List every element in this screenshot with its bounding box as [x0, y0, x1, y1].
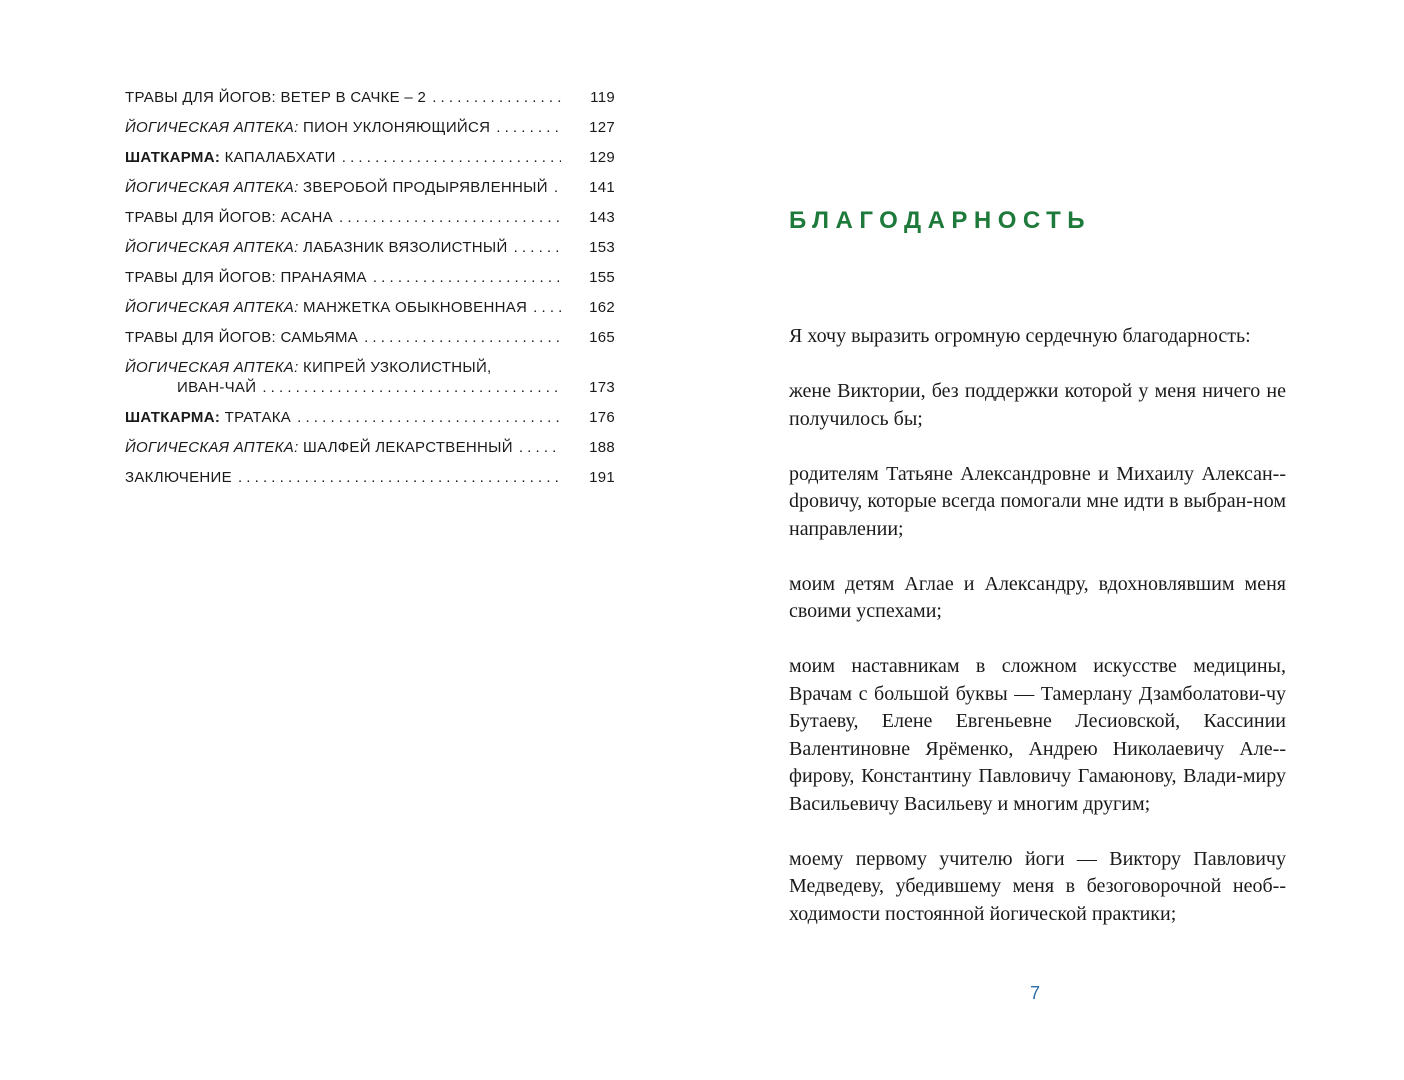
toc-entry-title	[125, 328, 358, 348]
toc-entry-title-part: ТРАВЫ ДЛЯ ЙОГОВ: АСАНА	[125, 209, 333, 226]
toc-entry	[125, 298, 615, 318]
toc-entry-title-part: ТРАВЫ ДЛЯ ЙОГОВ: ПРАНАЯМА	[125, 269, 367, 286]
toc-leader-dots	[364, 328, 561, 348]
toc-page-number: 129	[589, 149, 615, 166]
toc-entry	[125, 408, 615, 428]
toc-leader-dots	[238, 468, 561, 488]
toc-entry-title	[125, 178, 548, 198]
paragraph: моим наставникам в сложном искусстве медицины, Врачам с большой буквы — Тамерлану Дзамболатови-чу Бутаеву, Елене Евгеньевне Лесиовской, Кассинии Валентиновне Ярёменко, Андрею Николаевичу Але-фирову, Константину Павловичу Гамаюнову, Влади-миру Васильевичу Васильеву и многим другим;	[789, 655, 1286, 815]
toc-entry	[125, 238, 615, 258]
toc-entry-title-part: ЙОГИЧЕСКАЯ АПТЕКА:	[125, 299, 299, 316]
toc-entry	[125, 438, 615, 458]
toc-entry	[125, 148, 615, 168]
toc-entry-title-part: МАНЖЕТКА ОБЫКНОВЕННАЯ	[298, 299, 528, 316]
toc-entry-title	[125, 438, 513, 458]
paragraph: моему первому учителю йоги — Виктору Павловичу Медведеву, убедившему меня в безоговорочной необ-ходимости постоянной йогической практики;	[789, 847, 1286, 925]
toc-page-number: 155	[589, 269, 615, 286]
toc-page-number: 153	[589, 239, 615, 256]
toc-page-number: 143	[589, 209, 615, 226]
page-number: 7	[1029, 983, 1040, 1003]
toc-leader-dots	[262, 378, 561, 398]
paragraph: жене Виктории, без поддержки которой у меня ничего не получилось бы;	[789, 380, 1286, 430]
toc-page-number: 127	[589, 119, 615, 136]
toc-page-number: 119	[590, 89, 615, 106]
page-heading: БЛАГОДАРНОСТЬ	[789, 207, 1092, 234]
toc-entry-title-part: ЛАБАЗНИК ВЯЗОЛИСТНЫЙ	[298, 239, 508, 256]
toc-entry-title-part: ШАТКАРМА:	[125, 409, 221, 426]
toc-entry-title-part: ТРАВЫ ДЛЯ ЙОГОВ: САМЬЯМА	[125, 329, 359, 346]
toc-leader-dots	[373, 268, 561, 288]
toc-entry-title	[125, 238, 508, 258]
toc-page-number: 141	[589, 179, 615, 196]
toc-entry-title	[125, 268, 367, 288]
paragraph: моим детям Аглае и Александру, вдохновлявшим меня своими успехами;	[789, 572, 1286, 622]
toc-entry	[125, 328, 615, 348]
toc-entry	[125, 118, 615, 138]
toc-entry	[125, 468, 615, 488]
toc-entry-title	[125, 358, 492, 378]
toc-leader-dots	[339, 208, 561, 228]
paragraph: Я хочу выразить огромную сердечную благодарность:	[789, 325, 1251, 347]
toc-entry-title	[125, 208, 333, 228]
toc-leader-dots	[519, 438, 561, 458]
toc-entry-title-part: ПИОН УКЛОНЯЮЩИЙСЯ	[298, 119, 491, 136]
toc-entry-title-part: ЙОГИЧЕСКАЯ АПТЕКА:	[125, 179, 299, 196]
toc-leader-dots	[514, 238, 561, 258]
toc-page-number: 191	[589, 469, 615, 486]
toc-entry-title-part: ЙОГИЧЕСКАЯ АПТЕКА:	[125, 239, 299, 256]
toc-entry-title-part: ТРАТАКА	[220, 409, 292, 426]
toc-entry-title	[125, 468, 232, 488]
toc-entry-title	[125, 88, 426, 108]
toc-leader-dots	[297, 408, 561, 428]
toc-leader-dots	[342, 148, 561, 168]
toc-leader-dots	[533, 298, 561, 318]
toc-entry-title-part: КИПРЕЙ УЗКОЛИСТНЫЙ,	[298, 359, 492, 376]
toc-entry-title	[125, 148, 336, 168]
toc-entry	[125, 358, 615, 398]
toc-entry	[125, 88, 615, 108]
paragraph: родителям Татьяне Александровне и Михаилу Алексан-dровичу, которые всегда помогали мне идти в выбран-ном направлении;	[789, 462, 1286, 540]
toc-page-number: 188	[589, 439, 615, 456]
toc-entry-title-part: КАПАЛАБХАТИ	[220, 149, 336, 166]
toc-leader-dots	[496, 118, 561, 138]
toc-entry-title-part: ЗВЕРОБОЙ ПРОДЫРЯВЛЕННЫЙ	[298, 179, 548, 196]
toc-entry	[125, 208, 615, 228]
toc-entry-title	[125, 408, 291, 428]
toc-entry-title	[125, 118, 490, 138]
toc-page-number: 173	[589, 379, 615, 396]
toc-entry-title-part: ЙОГИЧЕСКАЯ АПТЕКА:	[125, 119, 299, 136]
table-of-contents	[125, 88, 615, 498]
toc-entry-title	[125, 298, 527, 318]
toc-entry	[125, 178, 615, 198]
toc-entry-title-part: ЙОГИЧЕСКАЯ АПТЕКА:	[125, 439, 299, 456]
toc-entry-title-part: ЙОГИЧЕСКАЯ АПТЕКА:	[125, 359, 299, 376]
toc-entry-title-part: ЗАКЛЮЧЕНИЕ	[125, 469, 232, 486]
toc-entry	[125, 268, 615, 288]
toc-page-number: 165	[589, 329, 615, 346]
toc-entry-title-part: ТРАВЫ ДЛЯ ЙОГОВ: ВЕТЕР В САЧКЕ – 2	[125, 89, 427, 106]
toc-entry-title-part: ШАЛФЕЙ ЛЕКАРСТВЕННЫЙ	[298, 439, 513, 456]
toc-leader-dots	[432, 88, 561, 108]
toc-entry-title-part: ШАТКАРМА:	[125, 149, 221, 166]
toc-page-number: 176	[589, 409, 615, 426]
toc-leader-dots	[554, 178, 561, 198]
acknowledgements-text	[789, 323, 1286, 956]
toc-page-number: 162	[589, 299, 615, 316]
toc-entry-title-continued: ИВАН-ЧАЙ	[177, 379, 257, 396]
